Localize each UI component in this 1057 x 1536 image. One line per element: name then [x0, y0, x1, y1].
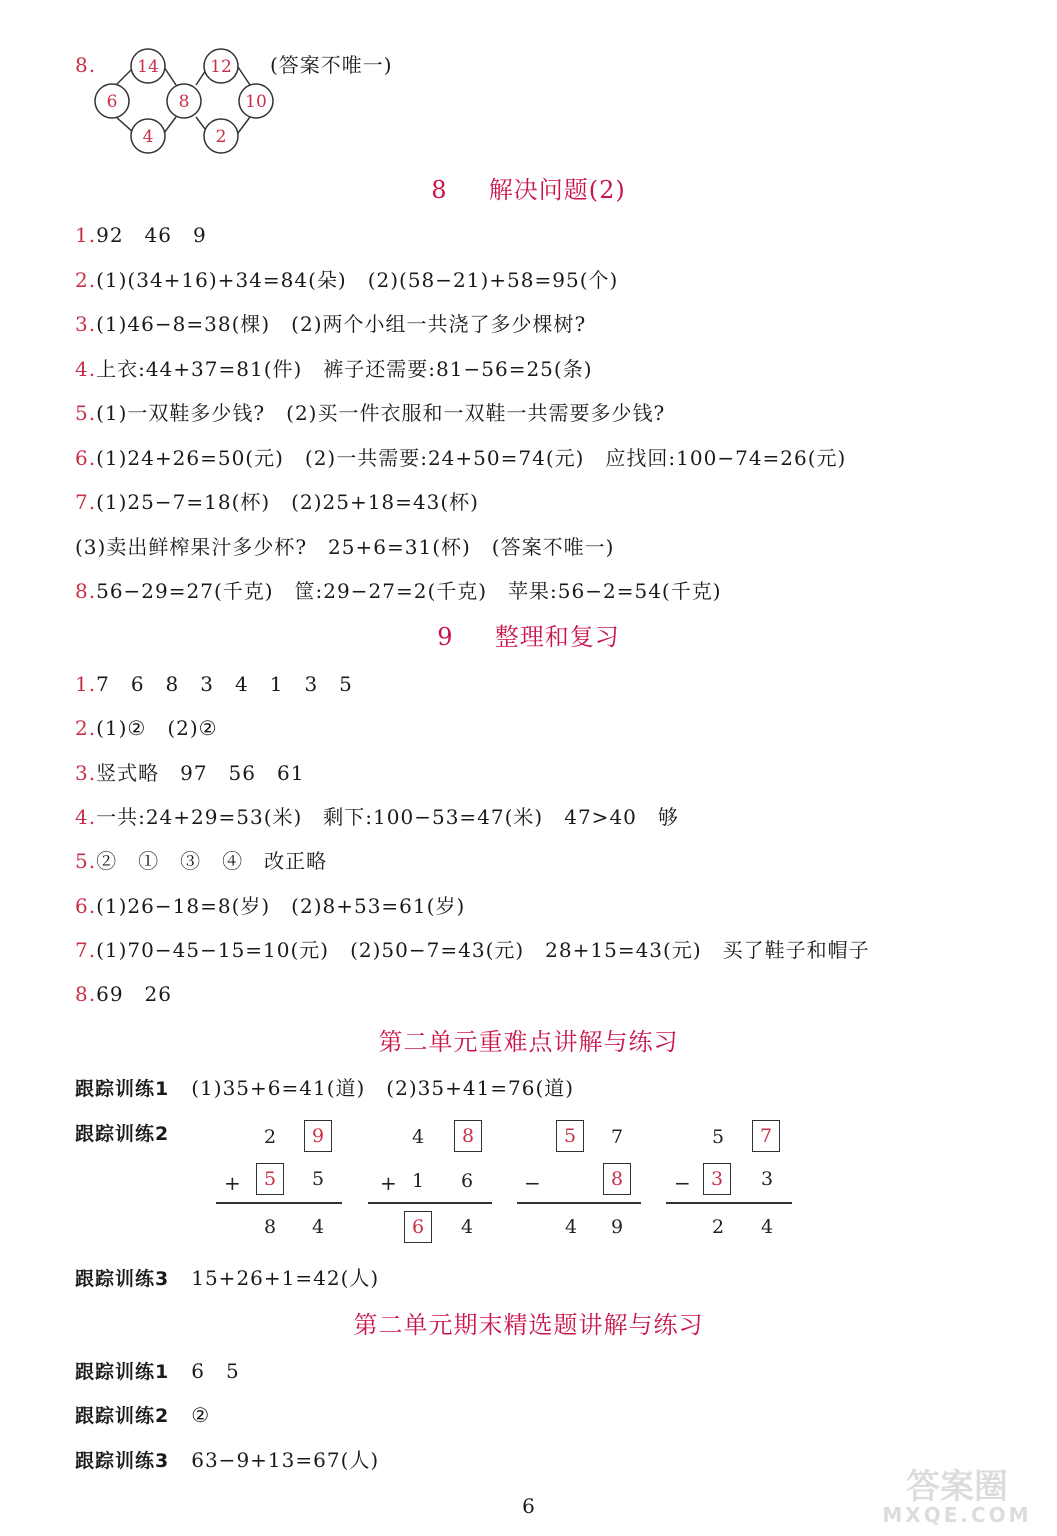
answer-line: 1.7 6 8 3 4 1 3 5 — [75, 672, 353, 696]
section-9-heading — [0, 622, 1057, 652]
tracking-2-label: 跟踪训练2 — [75, 1123, 170, 1145]
tracking-answer: (1)35+6=41(道) (2)35+41=76(道) — [191, 1076, 575, 1100]
answer-line: 5.② ① ③ ④ 改正略 — [75, 849, 328, 873]
q8-label: 8. — [75, 53, 97, 77]
tracking-1 — [75, 1075, 574, 1102]
answer-line: 5.(1)一双鞋多少钱? (2)买一件衣服和一双鞋一共需要多少钱? — [75, 401, 666, 425]
section-8-heading — [0, 175, 1057, 205]
tracking-label: 跟踪训练3 — [75, 1268, 170, 1290]
answer-line: 3.(1)46−8=38(棵) (2)两个小组一共浇了多少棵树? — [75, 312, 587, 336]
section-title: 整理和复习 — [494, 623, 620, 651]
q8-note: (答案不唯一) — [270, 53, 393, 77]
circle-value: 10 — [245, 92, 267, 112]
final-tracking-2 — [75, 1402, 210, 1429]
answer-line: 2.(1)② (2)② — [75, 716, 218, 740]
section-number: 8 — [431, 176, 448, 204]
section-number: 9 — [437, 623, 454, 651]
circle-value: 14 — [137, 57, 159, 77]
tracking-label: 跟踪训练2 — [75, 1405, 170, 1427]
answer-box: 5 — [256, 1163, 284, 1195]
section-title: 解决问题(2) — [488, 176, 626, 204]
answer-box: 3 — [703, 1163, 731, 1195]
answer-line: 6.(1)26−18=8(岁) (2)8+53=61(岁) — [75, 894, 466, 918]
answer-line: 4.一共:24+29=53(米) 剩下:100−53=47(米) 47>40 够 — [75, 805, 679, 829]
answer-box: 8 — [454, 1120, 482, 1152]
answer-line: 2.(1)(34+16)+34=84(朵) (2)(58−21)+58=95(个) — [75, 268, 619, 292]
answer-box: 7 — [752, 1120, 780, 1152]
circle-diagram — [90, 45, 280, 160]
answer-line: 7.(1)70−45−15=10(元) (2)50−7=43(元) 28+15=43(元) 买了鞋子和帽子 — [75, 938, 870, 962]
final-tracking-1 — [75, 1358, 240, 1385]
answer-line: 6.(1)24+26=50(元) (2)一共需要:24+50=74(元) 应找回:100−74=26(元) — [75, 446, 847, 470]
watermark-logo: 答案圈 MXQE.COM — [882, 1467, 1032, 1527]
answer-line: (3)卖出鲜榨果汁多少杯? 25+6=31(杯) (答案不唯一) — [75, 535, 615, 559]
answer-line: 3.竖式略 97 56 61 — [75, 761, 305, 785]
page-number: 6 — [522, 1494, 535, 1518]
tracking-label: 跟踪训练3 — [75, 1450, 170, 1472]
final-tracking-3 — [75, 1447, 379, 1474]
circle-value: 8 — [178, 92, 190, 112]
answer-box: 9 — [304, 1120, 332, 1152]
tracking-answer: ② — [191, 1403, 211, 1427]
tracking-3 — [75, 1265, 379, 1292]
circle-value: 2 — [215, 127, 227, 147]
circle-value: 6 — [106, 92, 118, 112]
answer-line: 8.56−29=27(千克) 筐:29−27=2(千克) 苹果:56−2=54(千克) — [75, 579, 722, 603]
tracking-answer: 15+26+1=42(人) — [191, 1266, 380, 1290]
circle-value: 4 — [142, 127, 154, 147]
tracking-label: 跟踪训练1 — [75, 1361, 170, 1383]
answer-box: 8 — [603, 1163, 631, 1195]
answer-line: 1.92 46 9 — [75, 223, 207, 247]
answer-line: 4.上衣:44+37=81(件) 裤子还需要:81−56=25(条) — [75, 357, 593, 381]
tracking-answer: 63−9+13=67(人) — [191, 1448, 380, 1472]
unit2-final-heading: 第二单元期末精选题讲解与练习 — [353, 1311, 704, 1339]
tracking-answer: 6 5 — [191, 1359, 240, 1383]
tracking-label: 跟踪训练1 — [75, 1078, 170, 1100]
answer-box: 5 — [556, 1120, 584, 1152]
circle-value: 12 — [210, 57, 232, 77]
answer-line: 7.(1)25−7=18(杯) (2)25+18=43(杯) — [75, 490, 479, 514]
unit2-key-heading: 第二单元重难点讲解与练习 — [378, 1028, 679, 1056]
answer-box: 6 — [404, 1211, 432, 1243]
answer-line: 8.69 26 — [75, 982, 172, 1006]
